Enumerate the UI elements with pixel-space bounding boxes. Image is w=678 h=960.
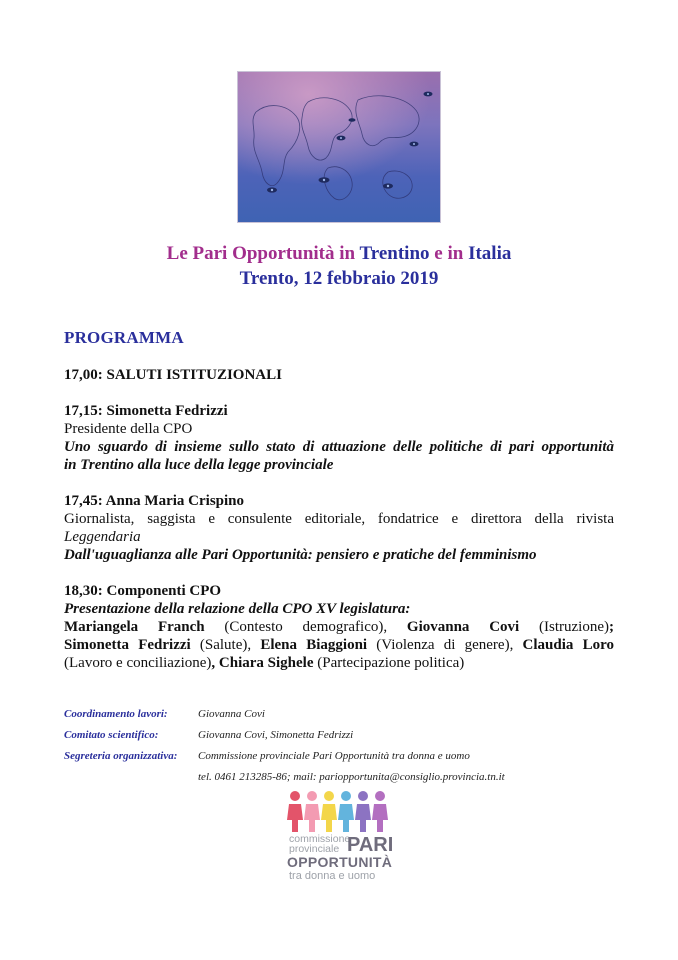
- cpo-logo: [287, 790, 394, 886]
- talk-title: Presentazione della relazione della CPO XV legislatura:: [64, 601, 411, 617]
- speaker-name: Giovanna Covi: [406, 619, 520, 635]
- event-date: Trento, 12 febbraio 2019: [239, 268, 439, 289]
- program-item-fedrizzi: [64, 402, 614, 474]
- program-item-title: 18,30: Componenti CPO: [64, 583, 222, 599]
- speakers-line: [64, 636, 614, 654]
- separator: ,: [211, 655, 219, 671]
- program-item-title: 17,45: Anna Maria Crispino: [64, 493, 245, 509]
- program-item-cpo: [64, 582, 614, 672]
- speaker-role: Presidente della CPO: [64, 421, 193, 437]
- person-figure-icon: [304, 791, 320, 832]
- program-item-title: 17,15: Simonetta Fedrizzi: [64, 403, 228, 419]
- title-part-4: Italia: [468, 243, 512, 264]
- speaker-name: Simonetta Fedrizzi: [64, 637, 191, 653]
- person-figure-icon: [287, 791, 303, 832]
- speaker-role-magazine: Leggendaria: [64, 529, 141, 545]
- speakers-line: [64, 654, 614, 672]
- logo-text-commissione: commissione: [289, 833, 351, 845]
- speaker-role: Giornalista, saggista e consulente editoriale, fondatrice e direttora della rivista: [64, 511, 614, 527]
- program-item-crispino: [64, 492, 614, 564]
- talk-title-line: in Trentino alla luce della legge provinciale: [64, 457, 334, 473]
- logo-text-opportunita: OPPORTUNITÀ: [287, 854, 393, 870]
- contact-info: tel. 0461 213285-86; mail: pariopportunita@consiglio.provincia.tn.it: [198, 771, 505, 783]
- event-artwork: [238, 72, 440, 222]
- speaker-name: Mariangela Franch: [64, 619, 205, 635]
- speaker-topic: (Violenza di genere),: [367, 637, 523, 653]
- separator: ;: [609, 619, 615, 635]
- speaker-topic: (Contesto demografico),: [204, 619, 407, 635]
- credit-value: Giovanna Covi, Simonetta Fedrizzi: [198, 729, 354, 741]
- talk-title: Dall'uguaglianza alle Pari Opportunità: pensiero e pratiche del femminismo: [64, 547, 537, 563]
- credit-value: Commissione provinciale Pari Opportunità tra donna e uomo: [198, 750, 470, 762]
- logo-text-pari: PARI: [347, 834, 394, 856]
- speaker-topic: (Partecipazione politica): [313, 655, 465, 671]
- credit-value: Giovanna Covi: [198, 708, 265, 720]
- speaker-topic: (Lavoro e conciliazione): [64, 655, 212, 671]
- speakers-line: [64, 618, 614, 636]
- speaker-name: Elena Biaggioni: [260, 637, 368, 653]
- credit-label: Segreteria organizzativa:: [64, 750, 178, 762]
- credit-label: Comitato scientifico:: [64, 729, 159, 741]
- person-figure-icon: [355, 791, 371, 832]
- title-part-3: e in: [429, 243, 469, 264]
- logo-text-provinciale: provinciale: [289, 843, 340, 855]
- speaker-name: Claudia Loro: [522, 637, 615, 653]
- logo-text-tra-donna-e-uomo: tra donna e uomo: [289, 870, 376, 882]
- person-figure-icon: [338, 791, 354, 832]
- program-item-title: 17,00: SALUTI ISTITUZIONALI: [64, 367, 282, 383]
- event-title: [0, 242, 678, 266]
- program-item-opening: [64, 366, 614, 384]
- person-figure-icon: [372, 791, 388, 832]
- person-figure-icon: [321, 791, 337, 832]
- title-part-1: Le Pari Opportunità in: [166, 243, 360, 264]
- talk-title-line: Uno sguardo di insieme sullo stato di attuazione delle politiche di pari opportunità: [64, 439, 614, 455]
- watercolor-map-image: [238, 72, 440, 222]
- speaker-name: Chiara Sighele: [218, 655, 314, 671]
- speaker-topic: (Salute),: [190, 637, 261, 653]
- title-part-2: Trentino: [359, 243, 430, 264]
- program-heading: PROGRAMMA: [64, 328, 184, 347]
- people-figures-icon: [287, 790, 391, 834]
- speaker-topic: (Istruzione): [519, 619, 610, 635]
- credit-label: Coordinamento lavori:: [64, 708, 168, 720]
